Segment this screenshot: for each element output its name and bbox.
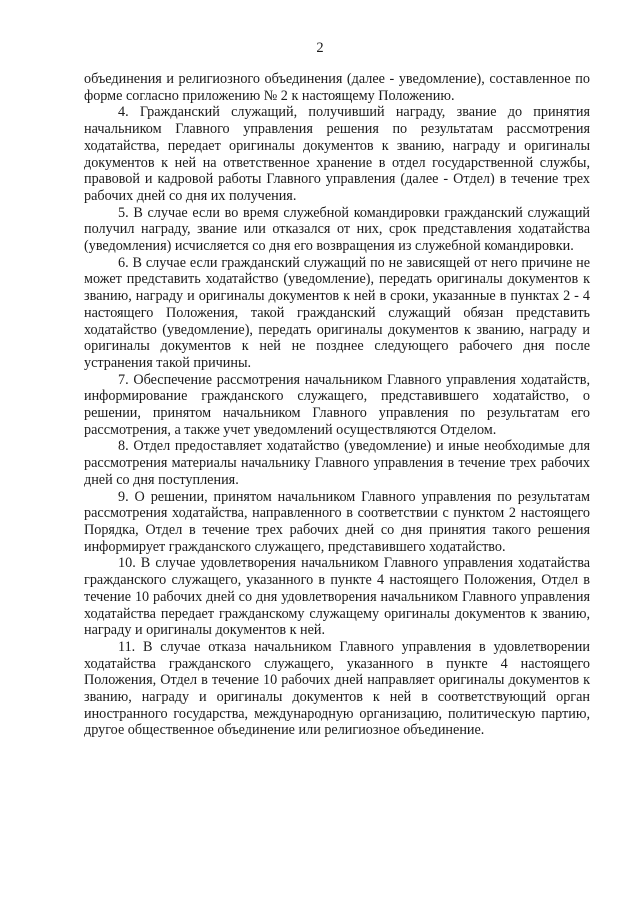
- paragraph-item-6: 6. В случае если гражданский служащий по не зависящей от него причине не может представить ходатайство (уведомление), передать оригиналы документов к званию, награду и оригиналы документов к ней в сроки, указанные в пунктах 2 - 4 настоящего Положения, такой гражданский служащий обязан представить ходатайство (уведомление), передать оригиналы документов к званию, награду и оригиналы документов к ней не позднее следующего рабочего дня после устранения такой причины.: [84, 254, 590, 371]
- page-number: 2: [316, 40, 324, 56]
- paragraph-continuation: объединения и религиозного объединения (далее - уведомление), составленное по форме согласно приложению № 2 к настоящему Положению.: [84, 71, 590, 104]
- paragraph-item-4: 4. Гражданский служащий, получивший награду, звание до принятия начальником Главного управления решения по результатам рассмотрения ходатайства, передает оригиналы документов к званию, награду и оригиналы документов к ней на ответственное хранение в отдел государственной службы, правовой и кадровой работы Главного управления (далее - Отдел) в течение трех рабочих дней со дня их получения.: [84, 104, 590, 204]
- paragraph-item-8: 8. Отдел предоставляет ходатайство (уведомление) и иные необходимые для рассмотрения материалы начальнику Главного управления в течение трех рабочих дней со дня поступления.: [84, 438, 590, 488]
- document-body: [84, 71, 590, 739]
- paragraph-item-9: 9. О решении, принятом начальником Главного управления по результатам рассмотрения ходатайства, направленного в соответствии с пунктом 2 настоящего Порядка, Отдел в течение трех рабочих дней со дня принятия такого решения информирует гражданского служащего, представившего ходатайство.: [84, 488, 590, 555]
- paragraph-item-10: 10. В случае удовлетворения начальником Главного управления ходатайства гражданского служащего, указанного в пункте 4 настоящего Положения, Отдел в течение 10 рабочих дней со дня удовлетворения начальником Главного управления ходатайства передает гражданскому служащему оригиналы документов к званию, награду и оригиналы документов к ней.: [84, 555, 590, 639]
- paragraph-item-5: 5. В случае если во время служебной командировки гражданский служащий получил награду, звание или отказался от них, срок представления ходатайства (уведомления) исчисляется со дня его возвращения из служебной командировки.: [84, 204, 590, 255]
- paragraph-item-7: 7. Обеспечение рассмотрения начальником Главного управления ходатайств, информирование гражданского служащего, представившего ходатайство, о решении, принятом начальником Главного управления по результатам его рассмотрения, а также учет уведомлений осуществляются Отделом.: [84, 371, 590, 438]
- paragraph-item-11: 11. В случае отказа начальником Главного управления в удовлетворении ходатайства гражданского служащего, указанного в пункте 4 настоящего Положения, Отдел в течение 10 рабочих дней направляет оригиналы документов к званию, награду и оригиналы документов к ней в соответствующий орган иностранного государства, международную организацию, политическую партию, другое общественное объединение или религиозное объединение.: [84, 638, 590, 739]
